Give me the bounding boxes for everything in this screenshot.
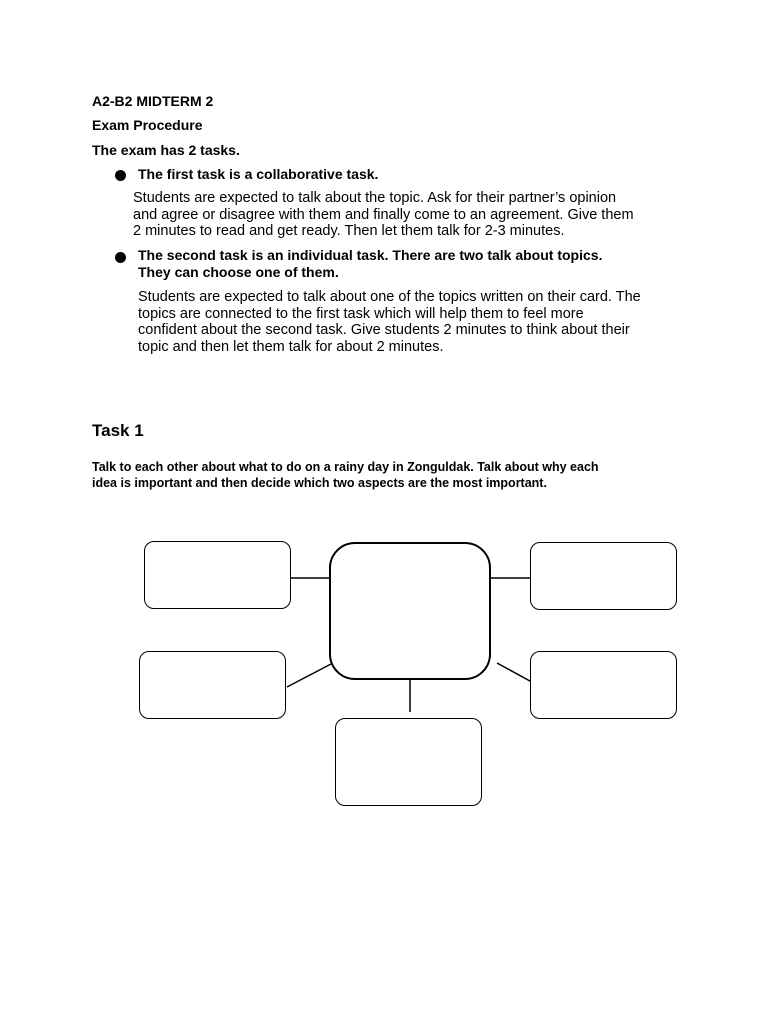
intro-text: The exam has 2 tasks. (92, 142, 240, 158)
paragraph-line: confident about the second task. Give students 2 minutes to think about their (138, 322, 630, 338)
instruction-line: Talk to each other about what to do on a rainy day in Zonguldak. Talk about why each (92, 460, 599, 474)
document-title: A2-B2 MIDTERM 2 (92, 93, 214, 109)
connector-line (287, 664, 331, 687)
section-heading: Exam Procedure (92, 117, 203, 133)
bullet-heading-1: The first task is a collaborative task. (138, 166, 379, 182)
mind-map-box-bottom[interactable] (335, 718, 482, 806)
paragraph-line: Students are expected to talk about the topic. Ask for their partner’s opinion (133, 190, 617, 206)
paragraph-line: and agree or disagree with them and finally come to an agreement. Give them (133, 206, 634, 223)
mind-map-box-top-left[interactable] (144, 541, 291, 609)
task-title: Task 1 (92, 421, 144, 440)
mind-map-box-top-right[interactable] (530, 542, 677, 610)
paragraph-line: Students are expected to talk about one of the topics written on their card. The (138, 289, 641, 305)
paragraph-line: topics are connected to the first task which will help them to feel more (138, 305, 584, 322)
mind-map-center-box[interactable] (329, 542, 491, 680)
mind-map-box-bottom-left[interactable] (139, 651, 286, 719)
paragraph-line: topic and then let them talk for about 2 minutes. (138, 338, 444, 355)
mind-map-box-bottom-right[interactable] (530, 651, 677, 719)
bullet-heading-line: They can choose one of them. (138, 264, 339, 280)
instruction-line: idea is important and then decide which two aspects are the most important. (92, 476, 547, 490)
paragraph-line: 2 minutes to read and get ready. Then let them talk for 2-3 minutes. (133, 223, 565, 239)
bullet-heading-line: The second task is an individual task. There are two talk about topics. (138, 247, 603, 263)
